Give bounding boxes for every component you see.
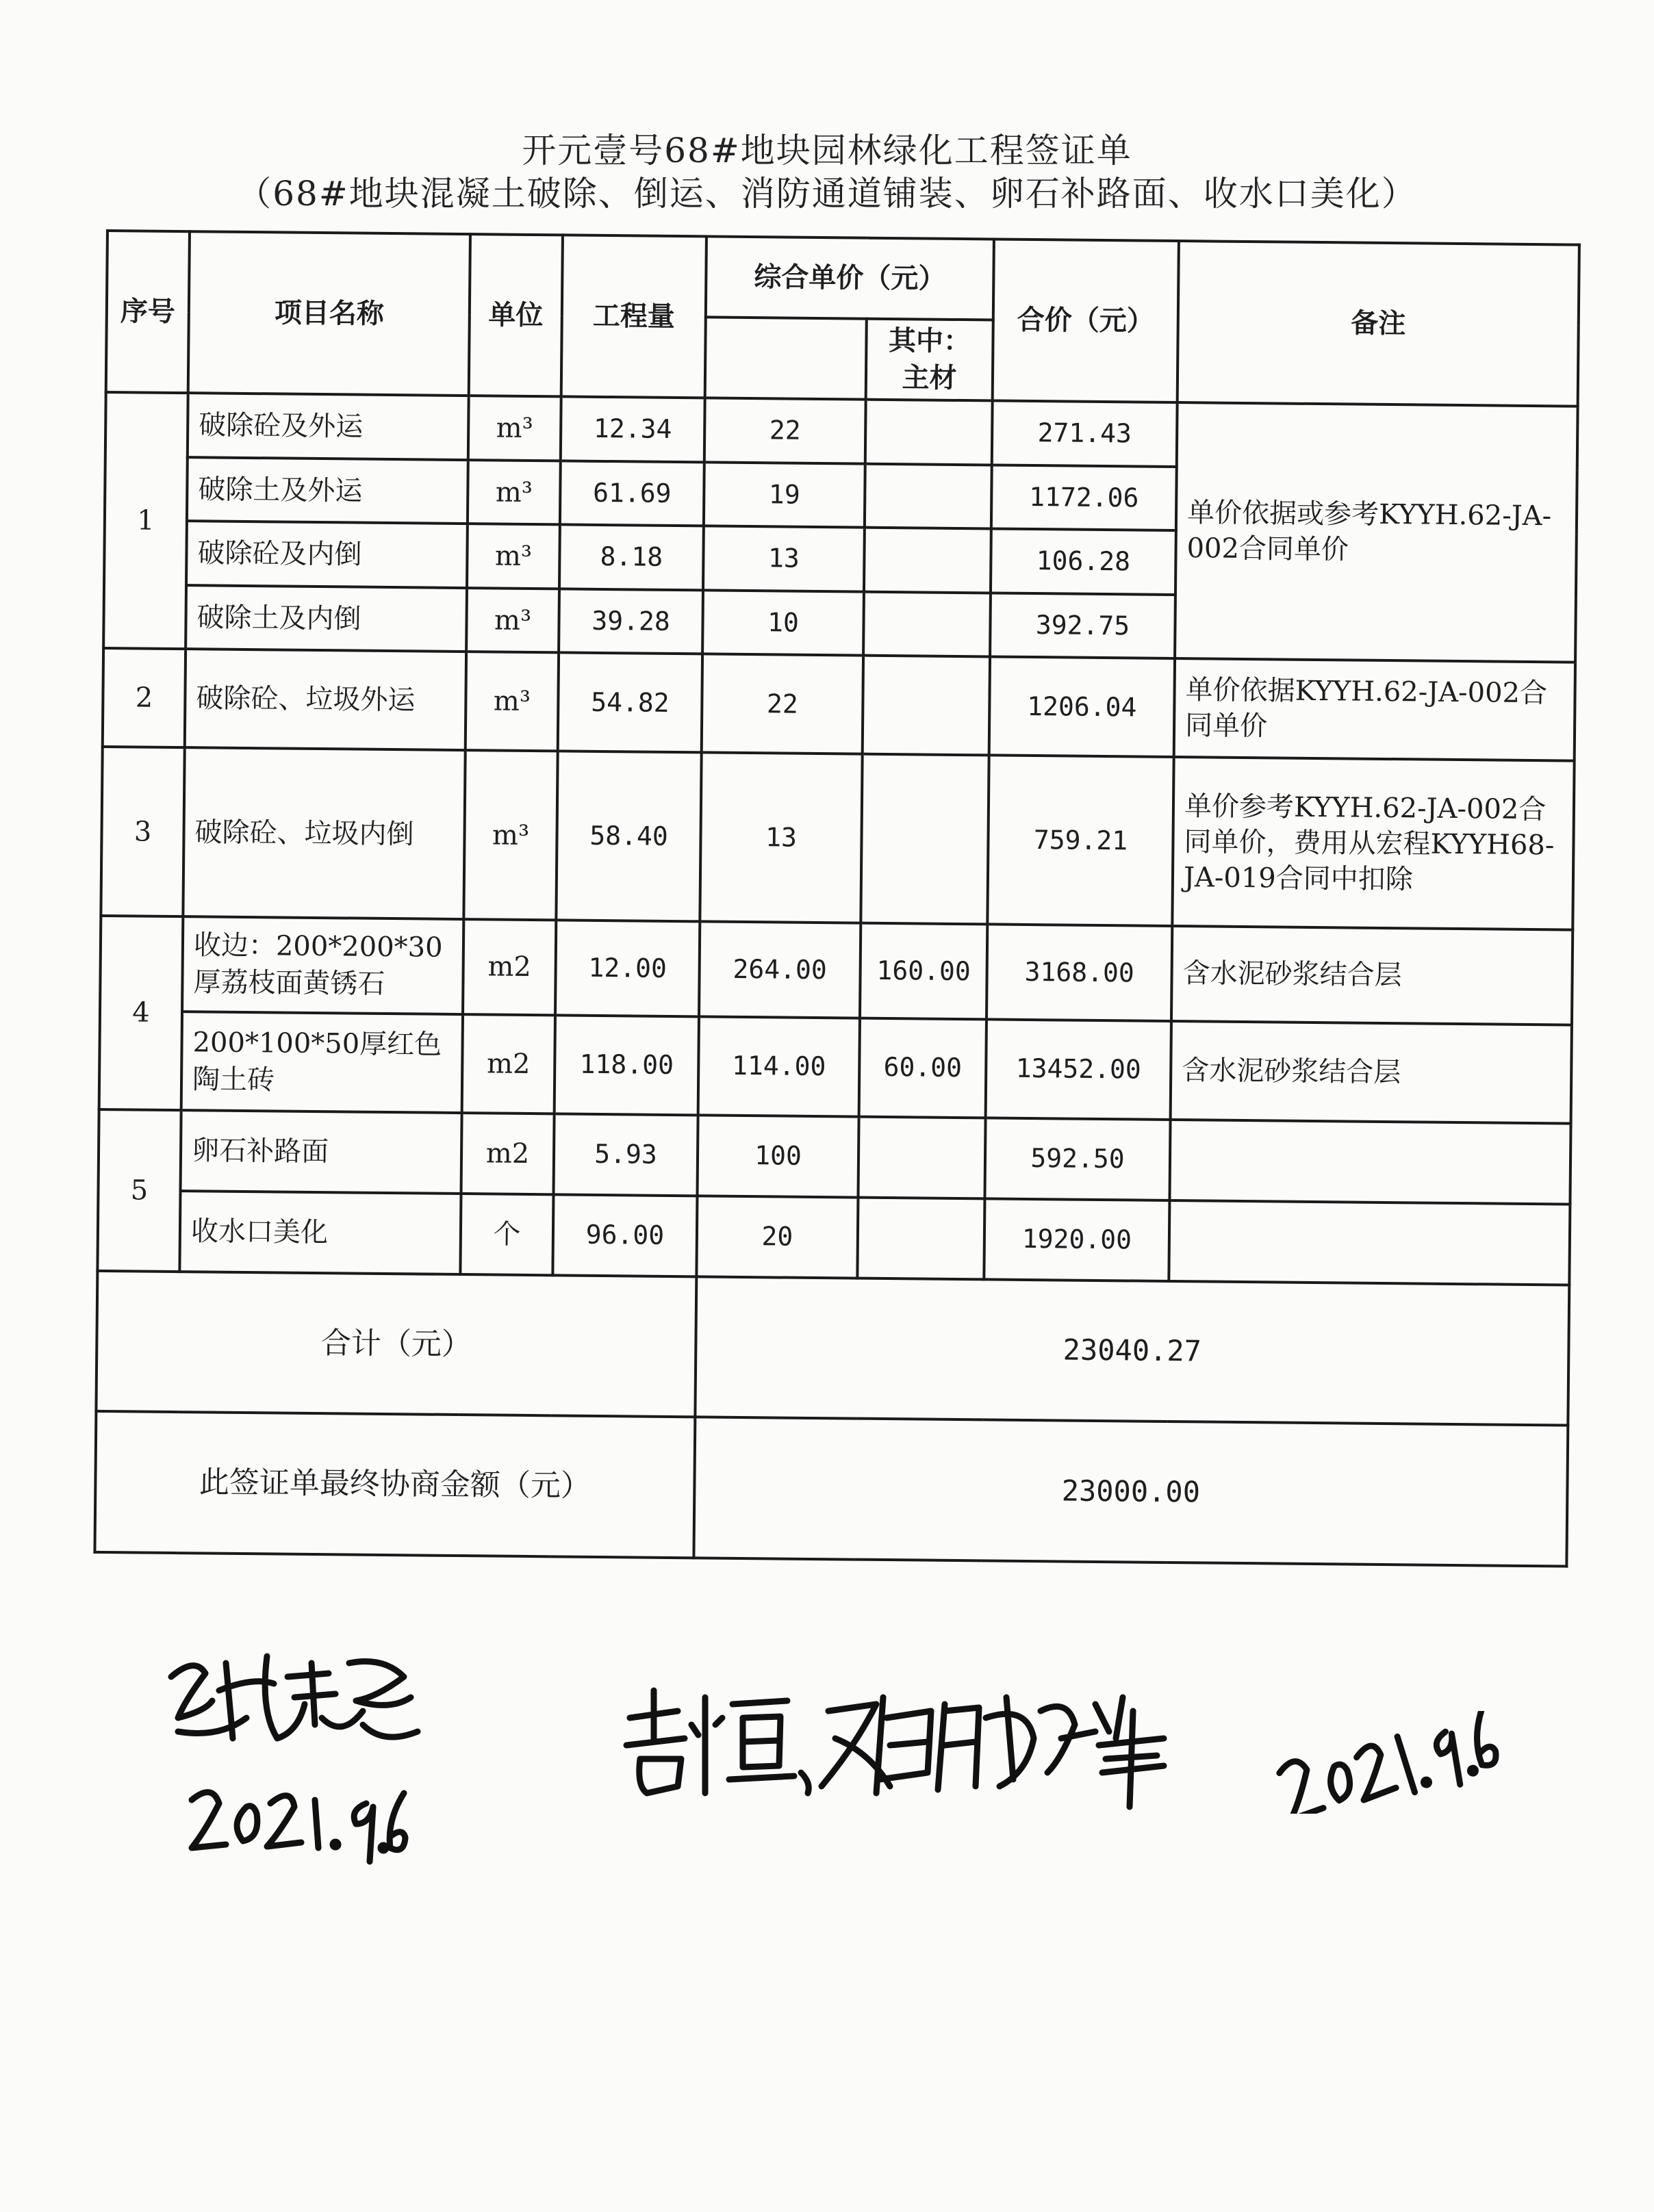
item-name: 破除土及内倒 xyxy=(186,585,467,652)
total-cell: 3168.00 xyxy=(987,924,1172,1020)
material-cell xyxy=(865,400,993,465)
material-cell xyxy=(857,1197,984,1279)
price-cell: 100 xyxy=(697,1115,858,1197)
qty-cell: 5.93 xyxy=(553,1114,698,1196)
unit-cell: m2 xyxy=(461,1113,555,1194)
signature-left-name xyxy=(157,1636,431,1766)
total-cell: 1920.00 xyxy=(984,1198,1169,1281)
total-cell: 13452.00 xyxy=(986,1019,1171,1119)
remark-cell xyxy=(1169,1200,1570,1285)
material-cell xyxy=(863,656,990,756)
seq-cell: 5 xyxy=(97,1109,181,1271)
header-remark: 备注 xyxy=(1178,241,1579,407)
header-qty: 工程量 xyxy=(561,235,707,398)
header-unit: 单位 xyxy=(469,234,563,397)
header-unit-price: 综合单价（元） xyxy=(706,236,994,320)
header-total: 合价（元） xyxy=(993,239,1179,402)
material-cell xyxy=(864,528,991,593)
qty-cell: 118.00 xyxy=(555,1015,699,1115)
header-unit-price-blank xyxy=(705,318,867,400)
unit-cell: 个 xyxy=(460,1194,553,1275)
total-cell: 759.21 xyxy=(987,756,1173,926)
qty-cell: 54.82 xyxy=(558,653,702,753)
remark-cell: 含水泥砂浆结合层 xyxy=(1171,1021,1572,1123)
material-cell: 60.00 xyxy=(859,1018,987,1118)
seq-cell: 2 xyxy=(103,648,186,747)
sum-value: 23040.27 xyxy=(695,1276,1569,1426)
item-name: 200*100*50厚红色陶土砖 xyxy=(181,1012,463,1113)
item-name: 破除砼、垃圾外运 xyxy=(185,650,466,751)
unit-cell: m³ xyxy=(466,588,559,653)
remark-cell xyxy=(1169,1119,1570,1204)
qty-cell: 39.28 xyxy=(559,589,703,654)
sum-label: 合计（元） xyxy=(96,1271,696,1417)
price-cell: 19 xyxy=(704,462,865,528)
header-item: 项目名称 xyxy=(188,231,470,396)
qty-cell: 58.40 xyxy=(556,751,701,922)
final-amount-label: 此签证单最终协商金额（元） xyxy=(94,1411,695,1558)
qty-cell: 12.00 xyxy=(555,920,700,1016)
price-cell: 13 xyxy=(700,753,862,923)
qty-cell: 61.69 xyxy=(560,461,704,526)
remark-cell: 单价依据KYYH.62-JA-002合同单价 xyxy=(1174,658,1575,760)
price-cell: 13 xyxy=(703,526,865,592)
price-cell: 114.00 xyxy=(698,1016,860,1116)
item-name: 卵石补路面 xyxy=(181,1110,462,1194)
material-cell xyxy=(865,464,992,529)
qty-cell: 12.34 xyxy=(561,397,705,463)
seq-cell: 3 xyxy=(101,747,184,916)
remark-cell: 单价参考KYYH.62-JA-002合同单价，费用从宏程KYYH68-JA-019合同中扣除 xyxy=(1172,757,1574,929)
unit-cell: m2 xyxy=(462,1014,555,1114)
total-cell: 106.28 xyxy=(991,529,1176,595)
unit-cell: m³ xyxy=(468,396,561,461)
remark-cell: 单价依据或参考KYYH.62-JA-002合同单价 xyxy=(1175,402,1578,663)
final-amount-value: 23000.00 xyxy=(694,1417,1568,1567)
visa-table xyxy=(93,229,1580,1568)
item-name: 收边：200*200*30厚荔枝面黄锈石 xyxy=(182,916,463,1014)
price-cell: 20 xyxy=(696,1196,858,1278)
header-main-material: 其中： 主材 xyxy=(866,319,993,401)
total-cell: 392.75 xyxy=(990,593,1175,658)
total-cell: 1172.06 xyxy=(991,465,1177,530)
seq-cell: 4 xyxy=(99,916,183,1110)
unit-cell: m³ xyxy=(466,652,559,751)
material-cell xyxy=(858,1116,985,1198)
price-cell: 10 xyxy=(702,590,864,656)
total-cell: 271.43 xyxy=(992,401,1178,467)
item-name: 破除砼及内倒 xyxy=(186,522,468,588)
signature-left-date xyxy=(185,1779,411,1868)
unit-cell: m³ xyxy=(463,750,557,920)
price-cell: 264.00 xyxy=(699,921,861,1018)
document-subtitle: （68#地块混凝土破除、倒运、消防通道铺装、卵石补路面、收水口美化） xyxy=(237,174,1417,214)
unit-cell: m2 xyxy=(463,919,556,1015)
material-cell xyxy=(863,592,991,657)
qty-cell: 96.00 xyxy=(552,1194,697,1276)
header-seq: 序号 xyxy=(106,231,190,393)
document-title: 开元壹号68#地块园林绿化工程签证单 xyxy=(522,131,1132,170)
seq-cell: 1 xyxy=(103,392,188,649)
total-cell: 592.50 xyxy=(984,1118,1170,1200)
total-cell: 1206.04 xyxy=(989,657,1175,757)
material-cell: 160.00 xyxy=(860,923,987,1020)
unit-cell: m³ xyxy=(467,524,560,589)
price-cell: 22 xyxy=(704,398,866,464)
item-name: 收水口美化 xyxy=(179,1191,461,1274)
signature-middle xyxy=(616,1670,1219,1821)
item-name: 破除砼、垃圾内倒 xyxy=(183,747,465,919)
price-cell: 22 xyxy=(702,654,863,754)
qty-cell: 8.18 xyxy=(559,525,704,591)
item-name: 破除砼及外运 xyxy=(188,394,469,460)
remark-cell: 含水泥砂浆结合层 xyxy=(1171,926,1573,1025)
unit-cell: m³ xyxy=(468,460,561,525)
signature-right-date xyxy=(1273,1711,1513,1814)
material-cell xyxy=(861,754,989,924)
item-name: 破除土及外运 xyxy=(187,457,468,524)
